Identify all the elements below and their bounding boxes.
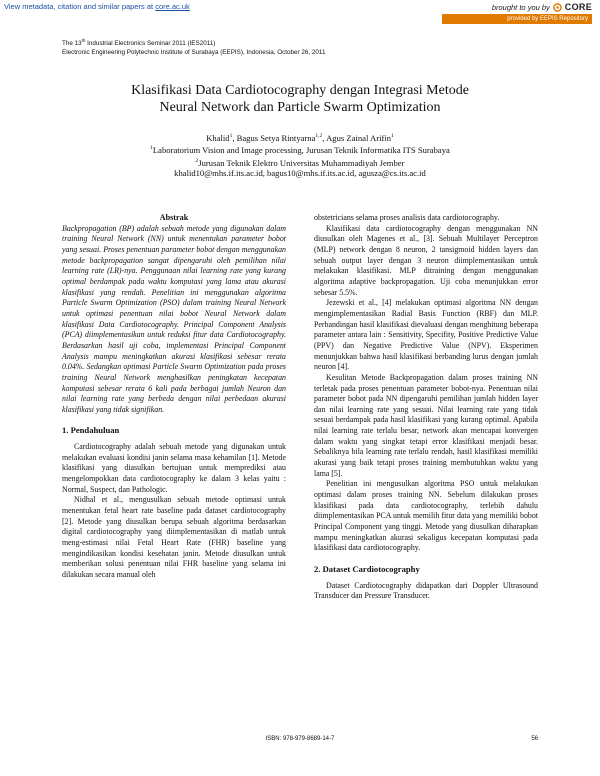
core-link[interactable]: core.ac.uk xyxy=(155,2,190,11)
affiliation-1 xyxy=(62,143,538,155)
author-emails: khalid10@mhs.if.its.ac.id, bagus10@mhs.if.its.ac.id, agusza@cs.its.ac.id xyxy=(174,168,426,179)
author-names xyxy=(62,131,538,143)
right-paragraph-2: Jezewski et al., [4] melakukan optimasi algoritma NN dengan mengimplementasikan Radial Basis Function (RBF) dan MLP. Perbandingan hasil klasifikasi dievaluasi dengan menghitung beberapa parameter antara lain : Sensitivity, Specifity, Positive Predictive Value (PPV) dan Negative Predictive Value (NPV). Eksperimen menunjukkan bahwa hasil klasifikasi berbanding lurus dengan jumlah neuron [4]. xyxy=(314,298,538,372)
conf-sup: th xyxy=(81,38,86,43)
author-1: Khalid xyxy=(206,132,230,143)
right-paragraph-0: obstetricians selama proses analisis data cardiotocography. xyxy=(314,213,500,222)
author-2: , Bagus Setya Rintyarna xyxy=(232,132,316,143)
conf-line1: The 13 xyxy=(62,40,82,48)
core-banner xyxy=(0,0,600,14)
aff2-sup: 2 xyxy=(195,157,199,164)
conf-line2: Electronic Engineering Polytechnic Institute of Surabaya (EEPIS), Indonesia, October 26, 2011 xyxy=(62,49,326,57)
intro-paragraph-2: Nidhal et al., mengusulkan sebuah metode optimasi untuk menentukan fetal heart rate baseline pada dataset cardiotocography [2]. Metode yang diusulkan berupa sebuah algoritma berdasarkan digital cardiotocography yang diimplementasikan di matlab untuk meng-estimasi nilai Fetal Heart Rate (FHR) baseline yang mengindikasikan kondisi kesehatan janin. Metode diusulkan untuk memberikan solusi penentuan nilai FHR baseline yang selama ini dilakukan secara manual oleh xyxy=(62,495,286,579)
isbn-footer: ISBN: 978-979-8689-14-7 xyxy=(265,736,335,742)
author-2-sup: 1,2 xyxy=(315,133,323,139)
author-3: , Agus Zainal Arifin xyxy=(322,132,392,143)
core-brand[interactable] xyxy=(492,2,592,12)
right-column xyxy=(314,213,538,602)
aff1-text: Laboratorium Vision and Image processing, Jurusan Teknik Informatika ITS Surabaya xyxy=(152,145,450,156)
core-banner-text xyxy=(4,2,190,11)
aff1-sup: 1 xyxy=(150,145,153,152)
banner-text: View metadata, citation and similar papers at xyxy=(4,2,156,11)
right-paragraph-1: Klasifikasi data cardiotocography dengan menggunakan NN diusulkan oleh Magenes et al., [3]. Sebuah Multilayer Perceptron (MLP) network dengan 8 neuron, 2 tansigmoid hidden layers dan sebuah output layer dengan 3 neuron diimplementasikan untuk melakukan klasifikasi. MLP ditraining dengan menggunakan algoritma adaptive backpropagation. Uji coba menunjukkan error sebesar 5.5%. xyxy=(314,223,538,297)
provided-by-bar[interactable]: provided by EEPIS Repository xyxy=(442,14,592,24)
brought-by-text: brought to you by xyxy=(491,2,550,12)
author-1-sup: 1 xyxy=(229,133,233,139)
section-1-heading: 1. Pendahuluan xyxy=(62,425,120,436)
author-3-sup: 1 xyxy=(391,133,394,139)
conf-line1-post: Industrial Electronics Seminar 2011 (IES2011) xyxy=(85,40,216,48)
dataset-paragraph: Dataset Cardiotocography didapatkan dari Doppler Ultrasound Transducer dan Pressure Transducer. xyxy=(314,580,538,601)
right-paragraph-4: Penelitian ini mengusulkan algoritma PSO untuk melakukan optimasi dalam proses training NN. Sebelum dilakukan proses klasifikasi pada data cardiotocography, terlebih dahulu diimplementasikan PCA untuk memilih fitur data yang memiliki bobot Principal Component yang tinggi. Metode yang diusulkan diharapkan mampu meningkatkan akurasi sekaligus kecepatan komputasi pada klasifikasi data cardiotocography. xyxy=(314,479,538,553)
intro-paragraph-1: Cardiotocography adalah sebuah metode yang digunakan untuk melakukan evaluasi kondisi janin selama masa kehamilan [1]. Metode klasifikasi yang diasulkan bertujuan untuk memprediksi atau mengelompokkan data cardiotocography ke dalam 3 kelas yaitu : Normal, Suspect, dan Pathologic. xyxy=(62,442,286,494)
aff2-text: Jurusan Teknik Elektro Universitas Muhammadiyah Jember xyxy=(198,157,405,168)
title-line1: Klasifikasi Data Cardiotocography dengan Integrasi Metode xyxy=(131,83,469,98)
section-2-heading: 2. Dataset Cardiotocography xyxy=(314,564,420,574)
title-line2: Neural Network dan Particle Swarm Optimization xyxy=(159,100,441,115)
affiliation-2 xyxy=(62,156,538,168)
core-logo-text: CORE xyxy=(564,2,592,12)
paper-title xyxy=(62,82,538,116)
conference-header xyxy=(62,36,325,57)
core-logo-icon xyxy=(553,3,562,12)
abstract-heading: Abstrak xyxy=(159,213,189,222)
authors-block xyxy=(62,131,538,179)
page-number: 56 xyxy=(531,736,538,742)
left-column xyxy=(62,213,286,581)
abstract-text: Backpropagation (BP) adalah sebuah metode yang digunakan dalam training Neural Network (NN) untuk menentukan parameter bobot yang sesuai. Proses penentuan parameter bobot dengan menggunakan metode backpropagation sangat dipengaruhi oleh pemilihan nilai learning rate (LR)-nya. Penggunaan nilai learning rate yang kurang optimal berdampak pada waktu komputasi yang lama atau akurasi klasifikasi yang rendah. Penelitian ini menggunakan algoritma Particle Swarm Optimization (PSO) dalam training Neural Network untuk optimasi penentuan nilai bobot Neural Network dalam klasifikasi Data Cardiotocography. Principal Component Analysis (PCA) diimplementasikan untuk reduksi fitur data Cardiotocography. Berdasarkan hasil uji coba, implementasi Principal Component Analysis mampu meningkatkan akurasi klasifikasi sebesar rerata 0.04%. Sedangkan optimasi Particle Swarm Optimization pada proses training Neural Network menghasilkan peningkatan kecepatan komputasi sebesar rerata 6 kali pada berbagai jumlah Neuron dan nilai learning rate yang berbeda dengan nilai perbedaan akurasi klasifikasi yang tidak signifikan. xyxy=(62,223,286,414)
right-paragraph-3: Kesulitan Metode Backpropagation dalam proses training NN terletak pada proses penentuan parameter bobot-nya. Penentuan nilai parameter bobot pada NN dipengaruhi pemilihan jumlah hidden layer dan nilai learning rate yang sesuai. Nilai learning rate yang tidak sesuai berdampak pada hasil klasifikasi yang kurang optimal. Apabila nilai learning rate terlalu besar, network akan mencapai konvergen dalam waktu yang singkat tetapi error klasifikasi menjadi besar. Sebaliknya bila learning rate terlalu rendah, hasil klasifikasi memiliki akurasi yang baik tetapi proses training membutuhkan waktu yang lama [5]. xyxy=(314,372,538,478)
